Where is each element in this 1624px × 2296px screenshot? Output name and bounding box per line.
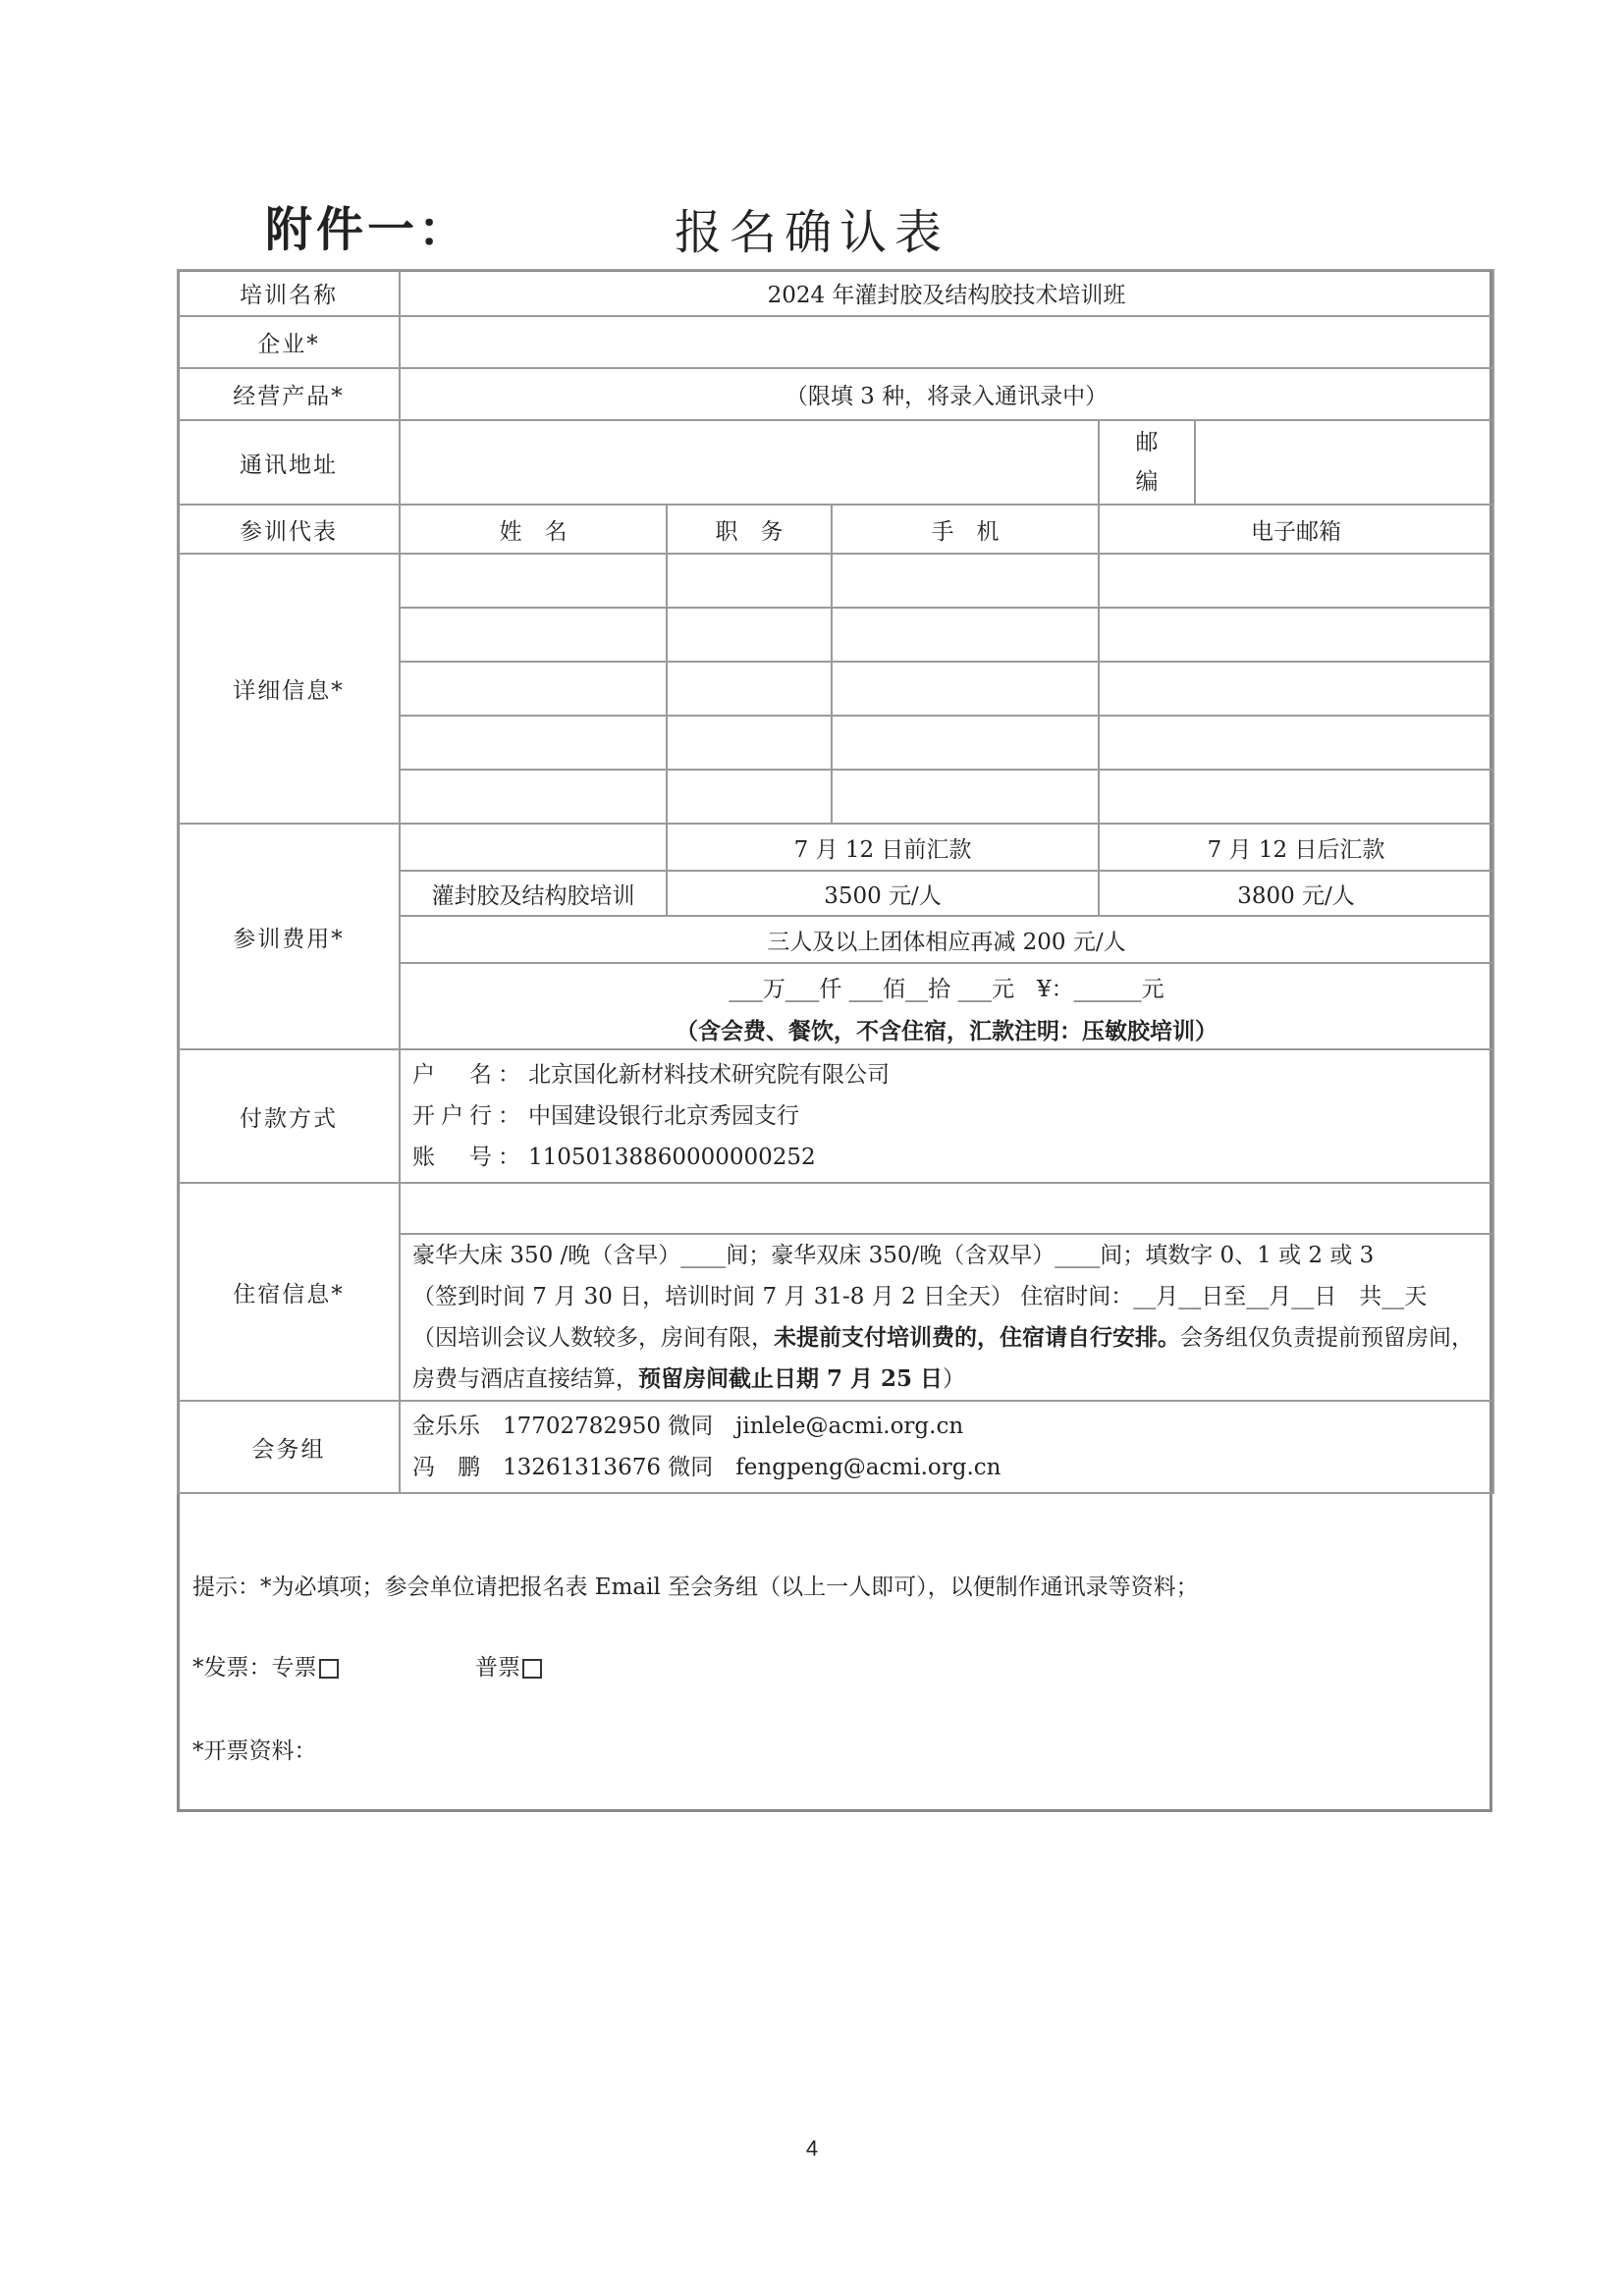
invoice-normal-label: 普票 [475,1655,520,1681]
rep-2-phone[interactable] [832,608,1099,662]
staff-label: 会务组 [178,1401,400,1493]
lodging-line-2: （签到时间 7 月 30 日，培训时间 7 月 31-8 月 2 日全天） 住宿时间：__月__日至__月__日 共__天 [412,1284,1428,1309]
fee-before-header: 7 月 12 日前汇款 [667,824,1099,871]
col-email-header: 电子邮箱 [1099,505,1493,554]
rep-3-title[interactable] [667,662,832,716]
rep-4-email[interactable] [1099,716,1493,770]
rep-4-name[interactable] [400,716,667,770]
invoice-row [192,1649,339,1682]
rep-label: 参训代表 [178,505,400,554]
payment-account-no-value: 11050138860000000252 [528,1145,816,1170]
company-input[interactable] [400,316,1493,368]
col-phone-header: 手 机 [832,505,1099,554]
invoice-special-label: *发票：专票 [192,1655,317,1681]
lodging-note [412,1317,1481,1400]
payment-account-name [412,1054,1481,1095]
rep-2-title[interactable] [667,608,832,662]
fees-blank-cell [400,824,667,871]
attachment-label: 附件一： [265,202,470,257]
lodging-note-start: （因培训会议人数较多，房间有限， [412,1325,774,1351]
lodging-note-end: ） [943,1366,966,1392]
rep-4-phone[interactable] [832,716,1099,770]
payment-bank-value: 中国建设银行北京秀园支行 [528,1103,799,1129]
rep-4-title[interactable] [667,716,832,770]
payment-account-name-key: 户 名： [412,1062,526,1088]
rep-5-name[interactable] [400,770,667,824]
fee-before-price: 3500 元/人 [667,871,1099,916]
invoice-info-label: *开票资料： [192,1738,317,1764]
staff-person-1: 金乐乐 17702782950 微同 jinlele@acmi.org.cn [412,1414,964,1439]
lodging-blank-row[interactable] [400,1183,1493,1234]
payment-account-name-value: 北京国化新材料技术研究院有限公司 [528,1062,890,1088]
postcode-label-top: 邮 [1135,430,1159,455]
invoice-normal-checkbox[interactable] [522,1659,542,1679]
rep-3-email[interactable] [1099,662,1493,716]
staff-person-2: 冯 鹏 13261313676 微同 fengpeng@acmi.org.cn [412,1455,1001,1480]
postcode-input[interactable] [1195,420,1493,505]
lodging-line-1: 豪华大床 350 /晚（含早）____间；豪华双床 350/晚（含双早）____间；填数字 0、1 或 2 或 3 [412,1243,1375,1268]
page-number: 4 [805,2136,819,2161]
payment-label: 付款方式 [178,1049,400,1183]
rep-1-name[interactable] [400,554,667,608]
rep-2-email[interactable] [1099,608,1493,662]
lodging-note-bold: 未提前支付培训费的，住宿请自行安排。 [774,1324,1180,1351]
training-name-value: 2024 年灌封胶及结构胶技术培训班 [400,270,1493,316]
tip-text: 提示：*为必填项；参会单位请把报名表 Email 至会务组（以上一人即可），以便制作通讯录等资料； [192,1575,1199,1600]
fee-after-price: 3800 元/人 [1099,871,1493,916]
col-title-header: 职 务 [667,505,832,554]
page-title: 报名确认表 [674,205,949,260]
payment-account-no [412,1137,1481,1178]
lodging-label: 住宿信息* [178,1183,400,1401]
address-input[interactable] [400,420,1099,505]
products-label: 经营产品* [178,368,400,420]
rep-1-phone[interactable] [832,554,1099,608]
invoice-special-checkbox[interactable] [319,1659,339,1679]
lodging-note-mid: 会务组仅负责提前预留房间，房费与酒店直接结算， [412,1325,1474,1392]
address-label: 通讯地址 [178,420,400,505]
fee-note: （含会费、餐饮，不含住宿，汇款注明：压敏胶培训） [400,1009,1493,1049]
rep-5-phone[interactable] [832,770,1099,824]
payment-account-no-key: 账 号： [412,1145,526,1170]
fee-after-header: 7 月 12 日后汇款 [1099,824,1493,871]
rep-1-title[interactable] [667,554,832,608]
lodging-note-deadline: 预留房间截止日期 7 月 25 日 [638,1365,944,1392]
company-label: 企业* [178,316,400,368]
rep-5-email[interactable] [1099,770,1493,824]
payment-bank [412,1095,1481,1137]
detail-label: 详细信息* [178,554,400,824]
rep-3-name[interactable] [400,662,667,716]
col-name-header: 姓 名 [400,505,667,554]
rep-1-email[interactable] [1099,554,1493,608]
rep-5-title[interactable] [667,770,832,824]
invoice-normal [475,1649,542,1682]
payment-bank-key: 开户行： [412,1103,526,1129]
products-input[interactable]: （限填 3 种，将录入通讯录中） [400,368,1493,420]
registration-table [177,269,1494,1494]
fees-label: 参训费用* [178,824,400,1049]
training-name-label: 培训名称 [178,270,400,316]
rep-3-phone[interactable] [832,662,1099,716]
postcode-label-bottom: 编 [1135,469,1159,495]
postcode-label [1099,420,1195,505]
lodging-details[interactable] [400,1234,1493,1401]
fee-course-name: 灌封胶及结构胶培训 [400,871,667,916]
rep-2-name[interactable] [400,608,667,662]
fee-amount-line[interactable]: ___万___仟 ___佰__拾 ___元 ¥：______元 [400,963,1493,1009]
fee-group-discount: 三人及以上团体相应再减 200 元/人 [400,916,1493,963]
